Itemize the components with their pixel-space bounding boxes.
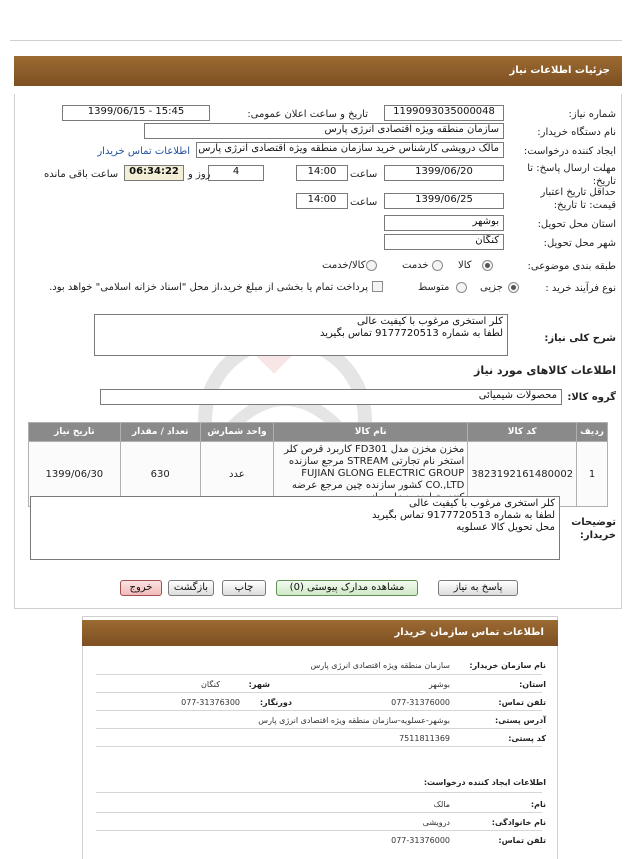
contact-fax-label: دورنگار: bbox=[259, 698, 292, 707]
contact-city-value: کنگان bbox=[201, 680, 220, 689]
price-validity-time: 14:00 bbox=[296, 193, 348, 209]
col-code: کد کالا bbox=[468, 423, 577, 442]
purchase-radio-medium[interactable] bbox=[456, 282, 467, 293]
col-name: نام کالا bbox=[274, 423, 468, 442]
summary-line-2: لطفا به شماره 9177720513 تماس بگیرید bbox=[320, 328, 503, 339]
contact-city-label: شهر: bbox=[248, 680, 270, 689]
city-value: کنگان bbox=[384, 234, 504, 250]
province-label: استان محل تحویل: bbox=[537, 219, 616, 230]
contact-phone-label: تلفن تماس: bbox=[498, 698, 546, 707]
item-code: 3823192161480002 bbox=[468, 442, 577, 507]
purchase-type-label: نوع فرآیند خرید : bbox=[545, 283, 616, 294]
contact-province-label: استان: bbox=[519, 680, 546, 689]
requester-phone-label: تلفن تماس: bbox=[498, 836, 546, 845]
buyer-notes-line-1: کلر استخری مرغوب با کیفیت عالی bbox=[408, 498, 555, 509]
requester-name-label: نام: bbox=[530, 800, 546, 809]
row-number: 1 bbox=[577, 442, 608, 507]
province-value: بوشهر bbox=[384, 215, 504, 231]
top-divider bbox=[10, 40, 622, 41]
price-validity-date: 1399/06/25 bbox=[384, 193, 504, 209]
items-table-header bbox=[29, 423, 608, 442]
contact-org-value: سازمان منطقه ویژه اقتصادی انرژی پارس bbox=[310, 661, 450, 670]
announce-date-label: تاریخ و ساعت اعلان عمومی: bbox=[247, 109, 368, 120]
contact-postal-label: کد پستی: bbox=[508, 734, 546, 743]
purchase-option-medium: متوسط bbox=[418, 282, 450, 293]
requester-phone-value: 077-31376000 bbox=[391, 836, 450, 845]
back-button[interactable]: بازگشت bbox=[168, 580, 214, 596]
category-option-goods: کالا bbox=[458, 260, 472, 271]
buyer-notes-label: توضیحات خریدار: bbox=[571, 517, 616, 541]
treasury-payment-checkbox[interactable] bbox=[372, 281, 383, 292]
reply-days-value: 4 bbox=[208, 165, 264, 181]
contact-address-label: آدرس پستی: bbox=[495, 716, 546, 725]
requester-name-value: مالک bbox=[433, 800, 450, 809]
category-label: طبقه بندی موضوعی: bbox=[527, 261, 616, 272]
contact-divider bbox=[96, 792, 542, 793]
requester-label: ایجاد کننده درخواست: bbox=[523, 146, 616, 157]
buyer-notes-line-2: لطفا به شماره 9177720513 تماس بگیرید bbox=[372, 510, 555, 521]
category-option-service: خدمت bbox=[402, 260, 429, 271]
treasury-payment-note: پرداخت تمام یا بخشی از مبلغ خرید،از محل "اسناد خزانه اسلامی" خواهد بود. bbox=[49, 282, 368, 293]
summary-line-1: کلر استخری مرغوب با کیفیت عالی bbox=[356, 316, 503, 327]
summary-box bbox=[94, 314, 508, 356]
purchase-radio-minor[interactable] bbox=[508, 282, 519, 293]
attachments-button[interactable]: مشاهده مدارک پیوستی (0) bbox=[276, 580, 418, 596]
item-unit: عدد bbox=[200, 442, 273, 507]
remaining-time-label: ساعت باقی مانده bbox=[44, 169, 119, 180]
announce-date-value: 1399/06/15 - 15:45 bbox=[62, 105, 210, 121]
contact-divider bbox=[96, 728, 542, 729]
buyer-contact-link[interactable]: اطلاعات تماس خریدار bbox=[97, 146, 190, 157]
contact-postal-value: 7511811369 bbox=[399, 734, 450, 743]
item-name: مخزن مخزن مدل FD301 کاربرد قرص کلر استخر نام تجارتی STREAM مرجع سازنده FUJIAN GLONG ELECTRIC GROUP CO.,LTD کشور سازنده چین مرجع عرضه bbox=[274, 442, 468, 507]
goods-group-label: گروه کالا: bbox=[567, 392, 616, 403]
requester-family-value: درویشی bbox=[422, 818, 450, 827]
buyer-org-value: سازمان منطقه ویژه اقتصادی انرژی پارس bbox=[144, 123, 504, 139]
reply-days-label: روز و bbox=[188, 169, 211, 180]
price-validity-time-label: ساعت bbox=[350, 197, 378, 208]
contact-card bbox=[82, 616, 558, 859]
contact-fax-value: 077-31376300 bbox=[181, 698, 240, 707]
city-label: شهر محل تحویل: bbox=[543, 238, 616, 249]
category-option-goods-service: کالا/خدمت bbox=[322, 260, 366, 271]
contact-divider bbox=[96, 692, 542, 693]
exit-button[interactable]: خروج bbox=[120, 580, 162, 596]
item-date: 1399/06/30 bbox=[29, 442, 121, 507]
purchase-option-minor: جزیی bbox=[480, 282, 503, 293]
need-number-value: 1199093035000048 bbox=[384, 105, 504, 121]
contact-divider bbox=[96, 674, 542, 675]
panel-title: جزئیات اطلاعات نیاز bbox=[14, 56, 622, 86]
goods-section-title: اطلاعات کالاهای مورد نیاز bbox=[474, 364, 616, 377]
remaining-time-value: 06:34:22 bbox=[124, 165, 184, 181]
contact-divider bbox=[96, 830, 542, 831]
reply-button[interactable]: پاسخ به نیاز bbox=[438, 580, 518, 596]
goods-group-value: محصولات شیمیائی bbox=[100, 389, 562, 405]
print-button[interactable]: چاپ bbox=[222, 580, 266, 596]
buyer-notes-line-3: محل تحویل کالا عسلویه bbox=[456, 522, 555, 533]
contact-address-value: بوشهر-عسلویه-سازمان منطقه ویژه اقتصادی انرژی پارس bbox=[258, 716, 450, 725]
contact-org-label: نام سازمان خریدار: bbox=[469, 661, 546, 670]
reply-deadline-date: 1399/06/20 bbox=[384, 165, 504, 181]
buyer-notes-box bbox=[30, 496, 560, 560]
requester-info-title: اطلاعات ایجاد کننده درخواست: bbox=[423, 778, 546, 787]
buyer-org-label: نام دستگاه خریدار: bbox=[537, 127, 616, 138]
col-row: ردیف bbox=[577, 423, 608, 442]
contact-province-value: بوشهر bbox=[428, 680, 450, 689]
contact-card-title: اطلاعات تماس سازمان خریدار bbox=[82, 620, 558, 646]
col-unit: واحد شمارش bbox=[200, 423, 273, 442]
item-qty: 630 bbox=[120, 442, 200, 507]
reply-deadline-time: 14:00 bbox=[296, 165, 348, 181]
contact-phone-value: 077-31376000 bbox=[391, 698, 450, 707]
col-qty: تعداد / مقدار bbox=[120, 423, 200, 442]
items-table bbox=[28, 422, 608, 507]
contact-divider bbox=[96, 812, 542, 813]
contact-divider bbox=[96, 746, 542, 747]
category-radio-goods[interactable] bbox=[482, 260, 493, 271]
reply-deadline-time-label: ساعت bbox=[350, 169, 378, 180]
category-radio-goods-service[interactable] bbox=[366, 260, 377, 271]
requester-value: مالک درویشی کارشناس خرید سازمان منطقه ویژه اقتصادی انرژی پارس bbox=[196, 142, 504, 158]
need-number-label: شماره نیاز: bbox=[568, 109, 616, 120]
reply-deadline-label: مهلت ارسال پاسخ: تا تاریخ: bbox=[527, 163, 616, 187]
price-validity-label: حداقل تاریخ اعتبار قیمت: تا تاریخ: bbox=[540, 187, 616, 211]
contact-divider bbox=[96, 710, 542, 711]
category-radio-service[interactable] bbox=[432, 260, 443, 271]
requester-family-label: نام خانوادگی: bbox=[491, 818, 546, 827]
summary-label: شرح کلی نیاز: bbox=[544, 333, 616, 344]
col-date: تاریخ نیاز bbox=[29, 423, 121, 442]
